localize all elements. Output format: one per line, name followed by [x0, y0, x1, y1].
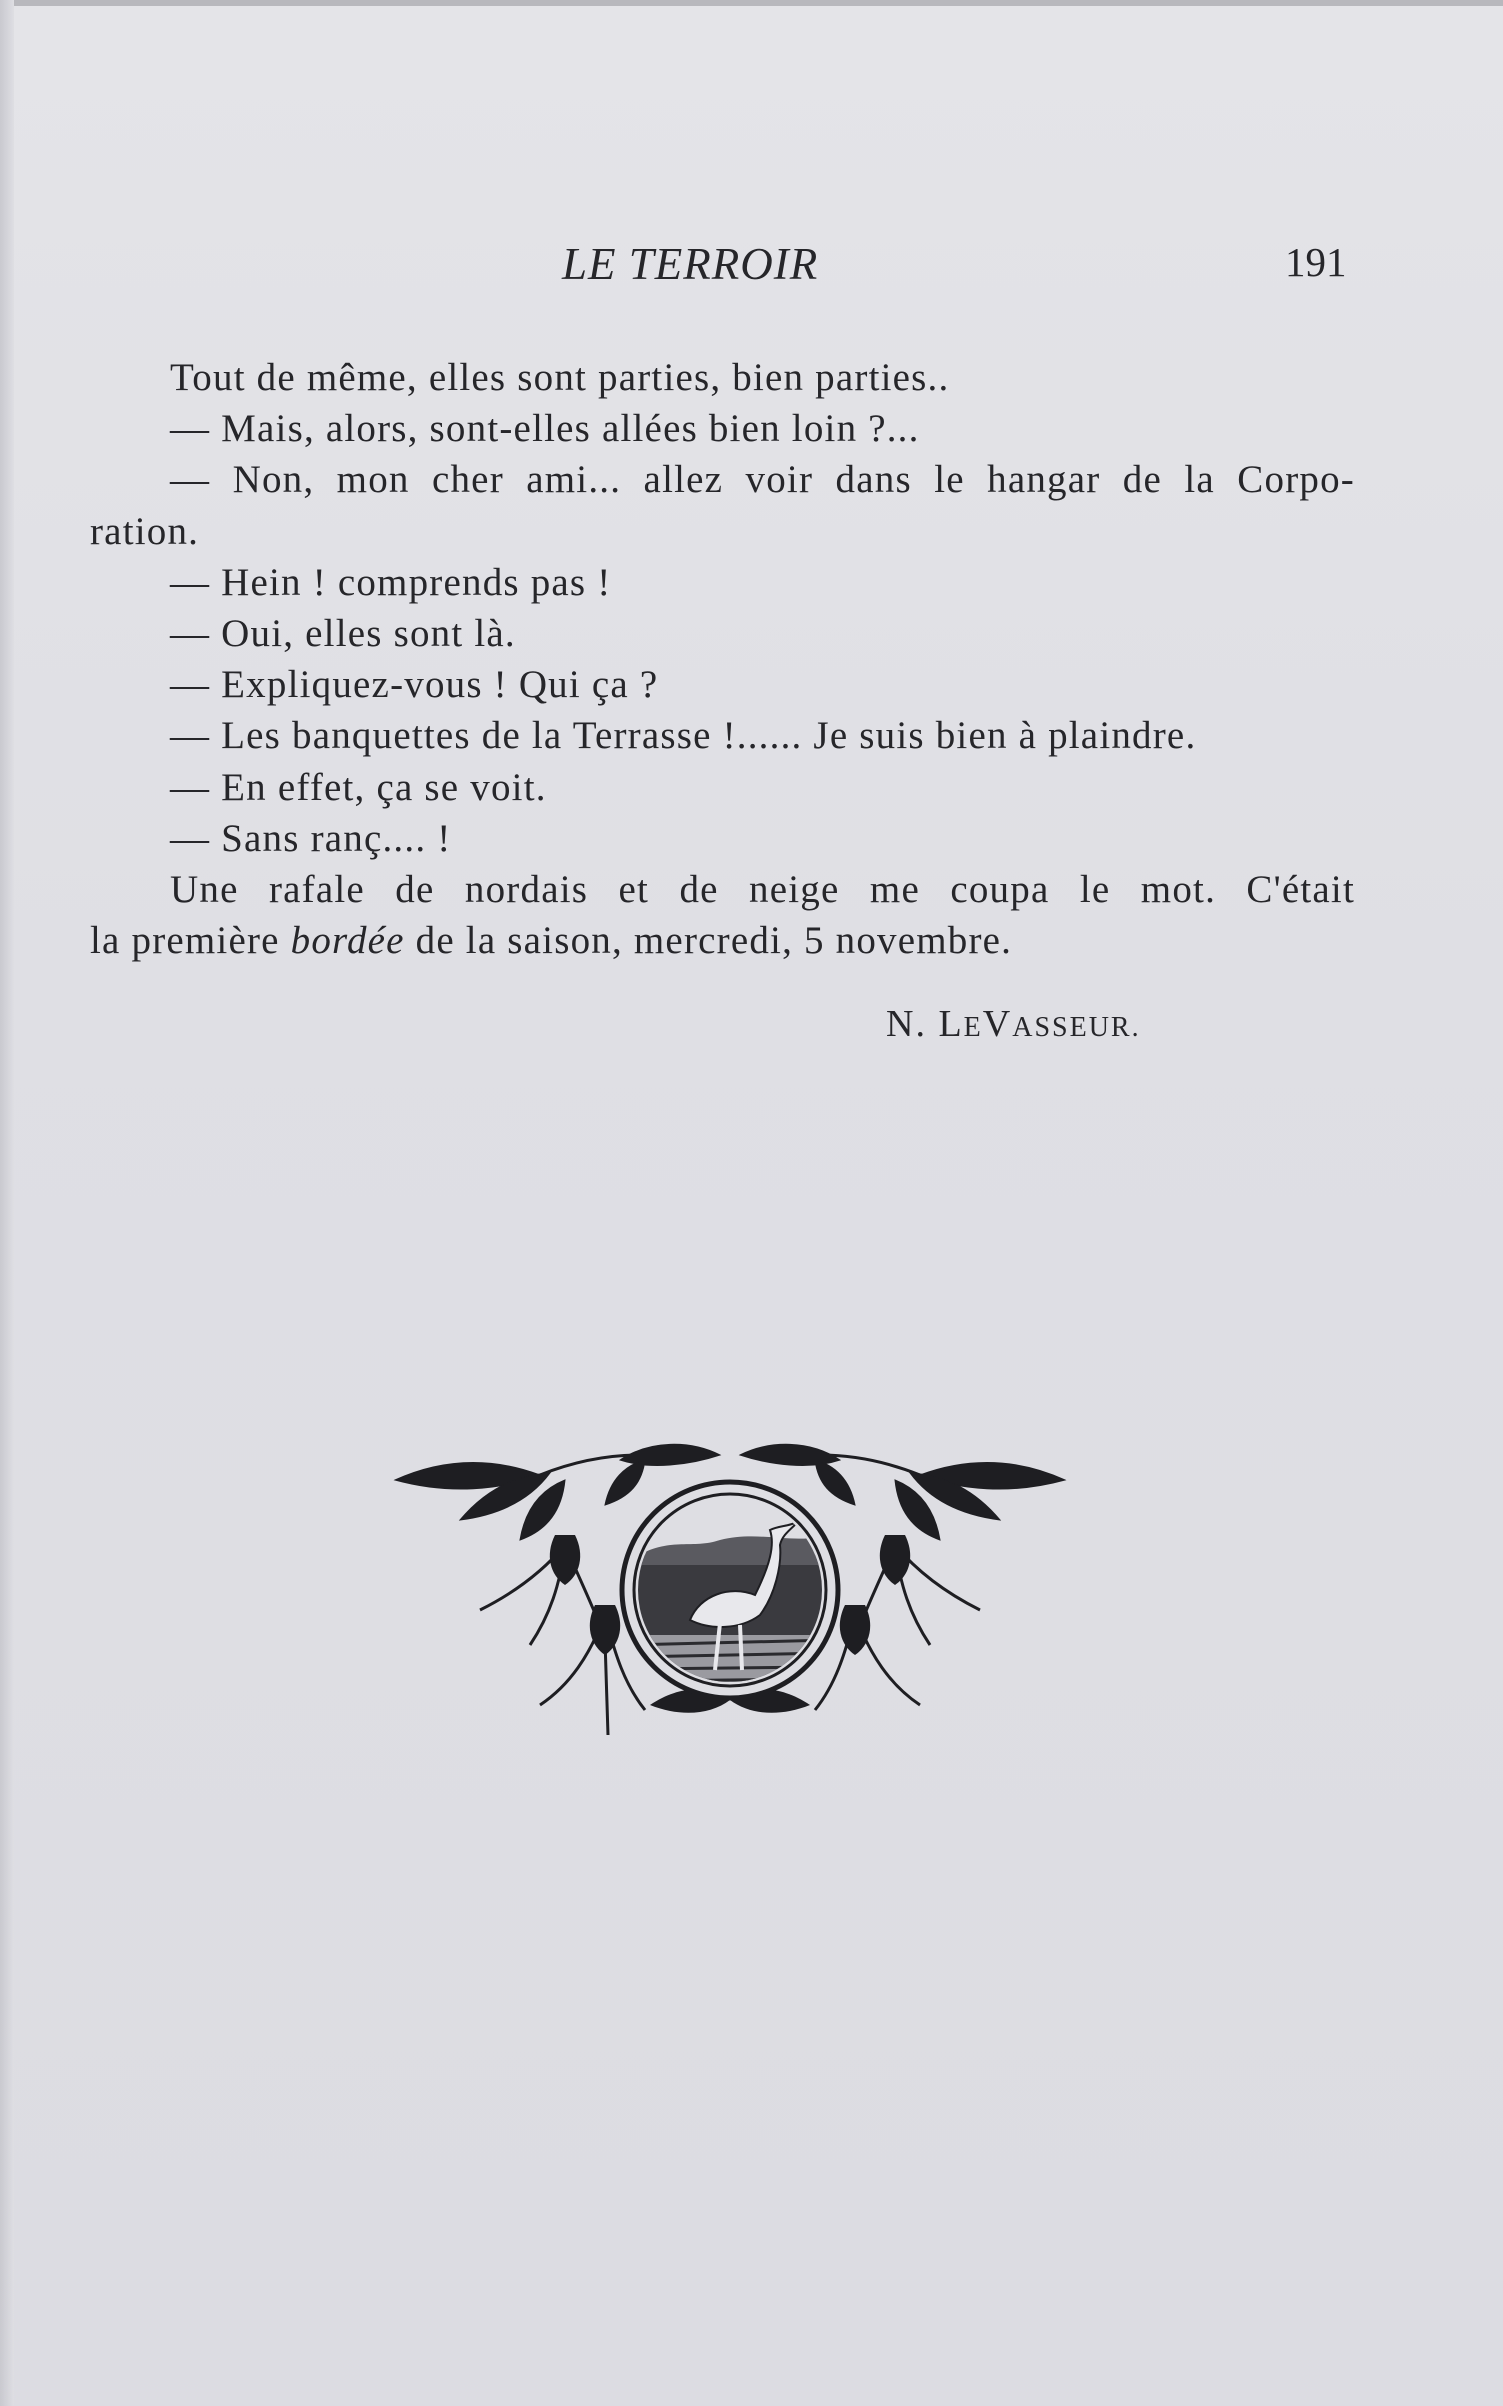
- signature-rest: ASSEUR.: [1012, 1012, 1141, 1043]
- page-top-edge: [0, 0, 1503, 6]
- text-line-final: [90, 915, 1355, 966]
- text-line: ration.: [90, 509, 200, 553]
- text-line: — Hein ! comprends pas !: [170, 560, 612, 604]
- text-line: — Les banquettes de la Terrasse !...... Je suis bien à plaindre.: [170, 714, 1197, 758]
- text-run: la première: [90, 919, 291, 963]
- italic-word: bordée: [290, 919, 405, 963]
- text-line: — Sans ranç.... !: [170, 816, 452, 860]
- text-line: — En effet, ça se voit.: [170, 765, 547, 809]
- page-number: 191: [1285, 239, 1347, 285]
- page-binding-edge: [0, 0, 14, 2406]
- journal-title: LE TERROIR: [562, 239, 819, 289]
- body-text: [90, 352, 1355, 966]
- text-line: Tout de même, elles sont parties, bien parties..: [170, 356, 950, 399]
- heron-vignette-ornament-icon: [390, 1435, 1070, 1745]
- text-line: — Expliquez-vous ! Qui ça ?: [170, 663, 659, 707]
- text-run: de la saison, mercredi, 5 novembre.: [404, 919, 1013, 963]
- signature-e: E: [963, 1012, 983, 1043]
- signature-initial: N. L: [886, 1003, 964, 1045]
- text-line: — Mais, alors, sont-elles allées bien loin ?...: [170, 407, 920, 451]
- text-line: — Non, mon cher ami... allez voir dans le hangar de la Corpo-: [170, 458, 1355, 502]
- text-line: — Oui, elles sont là.: [170, 612, 516, 656]
- running-head: [0, 238, 1503, 298]
- author-signature: [886, 1002, 1141, 1046]
- signature-v: V: [982, 1003, 1013, 1045]
- text-line: Une rafale de nordais et de neige me coupa le mot. C'était: [170, 868, 1355, 912]
